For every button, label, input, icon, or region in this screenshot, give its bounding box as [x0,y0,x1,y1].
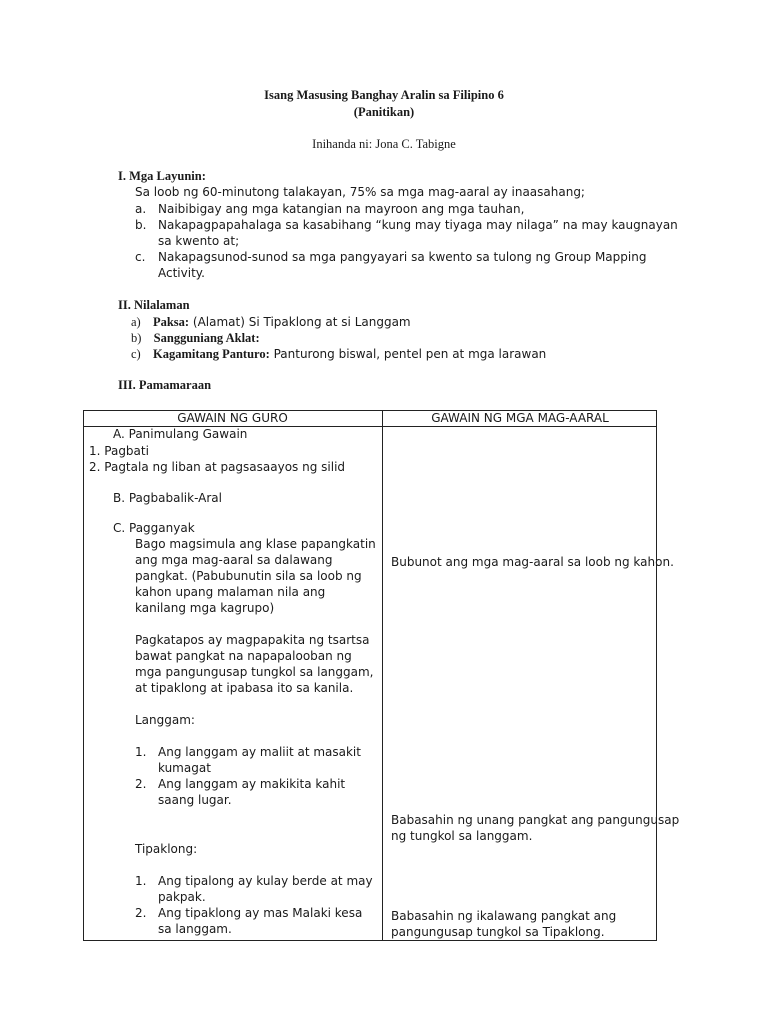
step-greeting: 1. Pagbati [89,444,149,458]
list-marker: 2. [135,777,147,791]
content-label: Sangguniang Aklat: [153,331,260,345]
step-attendance: 2. Pagtala ng liban at pagsasaayos ng silid [89,460,346,474]
paragraph-line: Bago magsimula ang klase papangkatin [135,537,376,551]
list-item: pakpak. [158,890,206,904]
objectives-intro: Sa loob ng 60-minutong talakayan, 75% sa mga mag-aaral ay inaasahang; [135,185,585,199]
list-item: Ang tipalong ay kulay berde at may [158,874,373,888]
page-subtitle: (Panitikan) [353,105,415,119]
column-header-students: GAWAIN NG MGA MAG-AARAL [431,411,609,425]
content-item [131,331,260,346]
tipaklong-label: Tipaklong: [135,842,198,856]
content-item [131,347,546,362]
paragraph-line: at tipaklong at ipabasa ito sa kanila. [135,681,354,695]
section-c-label: C. Pagganyak [113,521,195,535]
paragraph-line: kahon upang malaman nila ang [135,585,326,599]
content-value: (Alamat) Si Tipaklong at si Langgam [189,315,411,329]
content-label: Kagamitang Panturo: [152,347,270,361]
table-column-divider [382,410,383,941]
content-marker: c) [131,347,141,361]
list-item: kumagat [158,761,211,775]
paragraph-line: kanilang mga kagrupo) [135,601,275,615]
objective-marker: b. [135,218,147,232]
objective-text: Naibibigay ang mga katangian na mayroon ang mga tauhan, [158,202,525,216]
list-item: Ang langgam ay maliit at masakit [158,745,361,759]
objective-text: Nakapagpapahalaga sa kasabihang “kung may tiyaga may nilaga” na may kaugnayan [158,218,678,232]
paragraph-line: bawat pangkat na napapalooban ng [135,649,352,663]
list-item: Ang langgam ay makikita kahit [158,777,346,791]
column-header-teacher: GAWAIN NG GURO [177,411,288,425]
student-activity: Bubunot ang mga mag-aaral sa loob ng kahon. [391,555,674,569]
content-item [131,315,411,330]
content-heading: II. Nilalaman [118,298,190,312]
objective-text: Activity. [158,266,205,280]
student-activity: Babasahin ng unang pangkat ang pangungusap [391,813,680,827]
langgam-label: Langgam: [135,713,195,727]
content-label: Paksa: [152,315,190,329]
objective-marker: c. [135,250,146,264]
content-value: Panturong biswal, pentel pen at mga larawan [269,347,547,361]
objective-text: sa kwento at; [158,234,240,248]
student-activity: pangungusap tungkol sa Tipaklong. [391,925,605,939]
procedure-heading: III. Pamamaraan [118,378,212,392]
objective-marker: a. [135,202,147,216]
paragraph-line: Pagkatapos ay magpapakita ng tsartsa [135,633,370,647]
list-item: saang lugar. [158,793,232,807]
content-marker: a) [131,315,141,329]
list-marker: 1. [135,745,147,759]
objectives-heading: I. Mga Layunin: [118,169,206,183]
list-marker: 1. [135,874,147,888]
list-item: sa langgam. [158,922,232,936]
content-marker: b) [131,331,142,345]
student-activity: Babasahin ng ikalawang pangkat ang [391,909,617,923]
paragraph-line: mga pangungusap tungkol sa langgam, [135,665,374,679]
objective-text: Nakapagsunod-sunod sa mga pangyayari sa kwento sa tulong ng Group Mapping [158,250,647,264]
student-activity: ng tungkol sa langgam. [391,829,533,843]
paragraph-line: pangkat. (Pabubunutin sila sa loob ng [135,569,362,583]
page-title: Isang Masusing Banghay Aralin sa Filipino 6 [264,88,504,102]
list-marker: 2. [135,906,147,920]
section-a-label: A. Panimulang Gawain [113,427,248,441]
paragraph-line: ang mga mag-aaral sa dalawang [135,553,333,567]
list-item: Ang tipaklong ay mas Malaki kesa [158,906,363,920]
author-line: Inihanda ni: Jona C. Tabigne [312,137,456,151]
section-b-label: B. Pagbabalik-Aral [113,491,222,505]
